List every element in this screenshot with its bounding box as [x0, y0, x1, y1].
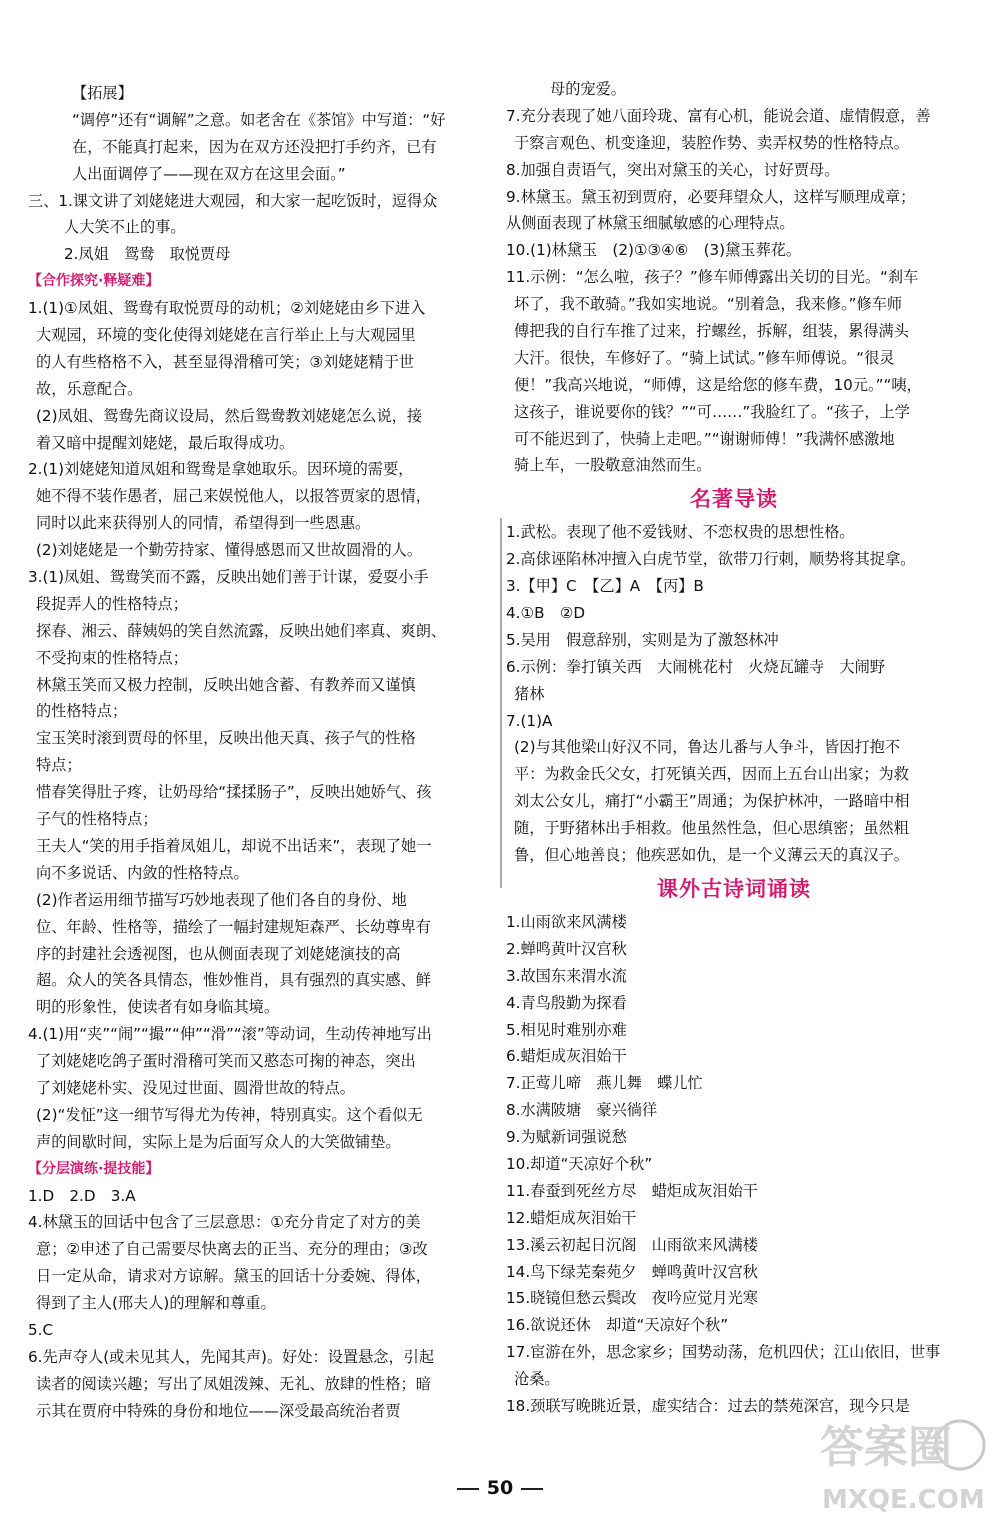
text-line: 9.林黛玉。黛玉初到贾府，必要拜望众人，这样写顺理成章； — [506, 187, 916, 206]
text-line: 6.蜡炬成灰泪始干 — [506, 1047, 627, 1066]
text-line: 明的形象性，使读者有如身临其境。 — [36, 998, 279, 1017]
text-line: 人出面调停了——现在双方在这里会面。” — [72, 164, 346, 183]
text-line: 可不能迟到了，快骑上走吧。”“谢谢师傅！”我满怀感激地 — [514, 429, 895, 448]
text-line: 探春、湘云、薛姨妈的笑自然流露，反映出她们率真、爽朗、 — [36, 621, 447, 640]
text-line: 14.鸟下绿芜秦苑夕 蝉鸣黄叶汉宫秋 — [506, 1262, 758, 1281]
text-line: 了刘姥姥朴实、没见过世面、圆滑世故的特点。 — [36, 1078, 355, 1097]
text-line: (2)“发怔”这一细节写得尤为传神，特别真实。这个看似无 — [36, 1105, 423, 1124]
text-line: 日一定从命，请求对方谅解。黛玉的回话十分委婉、得体， — [36, 1267, 431, 1286]
text-line: 12.蜡炬成灰泪始干 — [506, 1208, 637, 1227]
text-line: 了刘姥姥吃鸽子蛋时滑稽可笑而又憨态可掬的神态，突出 — [36, 1052, 416, 1071]
text-line: 5.吴用 假意辞别，实则是为了激怒林冲 — [506, 630, 779, 649]
right-column — [506, 76, 962, 1420]
section-heading: 【合作探究·释疑难】 — [28, 273, 160, 290]
section-title: 名著导读 — [690, 487, 778, 512]
text-line: (2)凤姐、鸳鸯先商议设局，然后鸳鸯教刘姥姥怎么说，接 — [36, 406, 423, 425]
text-line: 意；②申述了自己需要尽快离去的正当、充分的理由；③改 — [36, 1240, 428, 1259]
text-line: 超。众人的笑各具情态，惟妙惟肖，具有强烈的真实感、鲜 — [36, 971, 431, 990]
text-line: 7.正莺儿啼 燕儿舞 蝶儿忙 — [506, 1074, 703, 1093]
text-line: 于察言观色、机变逢迎，装腔作势、卖弄权势的性格特点。 — [514, 133, 909, 152]
text-line: 7.充分表现了她八面玲珑、富有心机，能说会道、虚情假意，善 — [506, 106, 931, 125]
text-line: 示其在贾府中特殊的身份和地位——深受最高统治者贾 — [36, 1401, 401, 1420]
text-line: 得到了主人(邢夫人)的理解和尊重。 — [36, 1294, 276, 1313]
watermark-logo — [800, 1400, 990, 1520]
text-line: 骑上车，一股敬意油然而生。 — [514, 456, 712, 475]
text-line: 三、1.课文讲了刘姥姥进大观园，和大家一起吃饭时，逗得众 — [28, 191, 438, 210]
text-line: 便！”我高兴地说，“师傅，这是给您的修车费，10元。”“咦， — [514, 375, 922, 394]
text-line: (2)作者运用细节描写巧妙地表现了他们各自的身份、地 — [36, 890, 407, 909]
text-line: 5.相见时难别亦难 — [506, 1020, 627, 1039]
text-line: 5.C — [28, 1320, 54, 1339]
left-column — [28, 80, 490, 1425]
text-line: 7.(1)A — [506, 711, 553, 730]
text-line: 8.加强自责语气，突出对黛玉的关心，讨好贾母。 — [506, 160, 840, 179]
text-line: 10.(1)林黛玉 (2)①③④⑥ (3)黛玉葬花。 — [506, 241, 802, 260]
text-line: 故，乐意配合。 — [36, 379, 143, 398]
text-line: 段捉弄人的性格特点； — [36, 594, 188, 613]
text-line: 1.武松。表现了他不爱钱财、不恋权贵的思想性格。 — [506, 523, 855, 542]
page-number-value: 50 — [486, 1477, 514, 1499]
text-line: 沧桑。 — [514, 1370, 560, 1389]
column-divider — [500, 518, 502, 888]
text-line: 1.D 2.D 3.A — [28, 1186, 136, 1205]
page-number-dash-left — [457, 1488, 479, 1490]
text-line: 这孩子，谁说要你的钱？”“可……”我脸红了。“孩子，上学 — [514, 402, 910, 421]
text-line: 2.(1)刘姥姥知道凤姐和鸳鸯是拿她取乐。因环境的需要， — [28, 460, 414, 479]
text-line: 鲁，但心地善良；他疾恶如仇，是一个义薄云天的真汉子。 — [514, 846, 909, 865]
text-line: 6.示例：拳打镇关西 大闹桃花村 火烧瓦罐寺 大闹野 — [506, 657, 885, 676]
text-line: 4.林黛玉的回话中包含了三层意思：①充分肯定了对方的美 — [28, 1213, 421, 1232]
text-line: 序的封建社会透视图，也从侧面表现了刘姥姥演技的高 — [36, 944, 401, 963]
text-line: 的人有些格格不入，甚至显得滑稽可笑；③刘姥姥精于世 — [36, 352, 415, 371]
text-line: (2)刘姥姥是一个勤劳持家、懂得感恩而又世故圆滑的人。 — [36, 541, 423, 560]
text-line: 3.故国东来渭水流 — [506, 966, 627, 985]
text-line: 18.颈联写晚眺近景，虚实结合：过去的禁苑深宫，现今只是 — [506, 1396, 910, 1415]
text-line: 宝玉笑时滚到贾母的怀里，反映出他天真、孩子气的性格 — [36, 729, 416, 748]
text-line: 傅把我的自行车推了过来，拧螺丝，拆解，组装，累得满头 — [514, 322, 909, 341]
text-line: 猪林 — [514, 684, 545, 703]
text-line: 11.春蚕到死丝方尽 蜡炬成灰泪始干 — [506, 1181, 758, 1200]
text-line: 着又暗中提醒刘姥姥，最后取得成功。 — [36, 433, 295, 452]
text-line: “调停”还有“调解”之意。如老舍在《茶馆》中写道：“好 — [72, 110, 446, 129]
text-line: 从侧面表现了林黛玉细腻敏感的心理特点。 — [506, 214, 795, 233]
text-line: 10.却道“天凉好个秋” — [506, 1154, 653, 1173]
page-number-dash-right — [521, 1488, 543, 1490]
text-line: 坏了，我不敢骑。”我如实地说。“别着急，我来修。”修车师 — [514, 295, 903, 314]
text-line: 6.先声夺人(或未见其人，先闻其声)。好处：设置悬念，引起 — [28, 1347, 435, 1366]
text-line: 2.凤姐 鸳鸯 取悦贾母 — [64, 245, 231, 264]
text-line: 4.(1)用“夹”“闹”“撮”“伸”“滑”“滚”等动词，生动传神地写出 — [28, 1025, 432, 1044]
text-line: 【拓展】 — [72, 84, 133, 102]
text-line: 15.晓镜但愁云鬓改 夜吟应觉月光寒 — [506, 1289, 758, 1308]
text-line: 3.(1)凤姐、鸳鸯笑而不露，反映出她们善于计谋，爱耍小手 — [28, 568, 429, 587]
text-line: (2)与其他梁山好汉不同，鲁达儿番与人争斗，皆因打抱不 — [514, 738, 901, 757]
text-line: 8.水满陂塘 豪兴徜徉 — [506, 1101, 658, 1120]
text-line: 声的间歇时间，实际上是为后面写众人的大笑做铺垫。 — [36, 1132, 401, 1151]
text-line: 9.为赋新词强说愁 — [506, 1128, 627, 1147]
text-line: 1.(1)①凤姐、鸳鸯有取悦贾母的动机；②刘姥姥由乡下进入 — [28, 299, 426, 318]
text-line: 人大笑不止的事。 — [64, 218, 186, 237]
watermark-main-text: 答案圈 — [820, 1422, 952, 1473]
text-line: 她不得不装作愚者，屈己来娱悦他人，以报答贾家的恩情， — [36, 487, 431, 506]
text-line: 16.欲说还休 却道“天凉好个秋” — [506, 1316, 729, 1335]
text-line: 向不多说话、内敛的性格特点。 — [36, 863, 249, 882]
text-line: 不受拘束的性格特点； — [36, 648, 188, 667]
text-line: 的性格特点； — [36, 702, 128, 721]
text-line: 4.①B ②D — [506, 604, 586, 623]
text-line: 位、年龄、性格等，描绘了一幅封建规矩森严、长幼尊卑有 — [36, 917, 431, 936]
text-line: 大观园，环境的变化使得刘姥姥在言行举止上与大观园里 — [36, 326, 416, 345]
text-line: 王夫人“笑的用手指着凤姐儿，却说不出话来”，表现了她一 — [36, 836, 432, 855]
text-line: 特点； — [36, 756, 82, 775]
text-line: 2.高俅诬陷林冲擅入白虎节堂，欲带刀行刺，顺势将其捉拿。 — [506, 550, 916, 569]
text-line: 同时以此来获得别人的同情，希望得到一些恩惠。 — [36, 514, 371, 533]
text-line: 13.溪云初起日沉阁 山雨欲来风满楼 — [506, 1235, 758, 1254]
text-line: 子气的性格特点； — [36, 810, 158, 829]
text-line: 2.蝉鸣黄叶汉宫秋 — [506, 939, 627, 958]
text-line: 随，于野猪林出手相救。他虽然性急，但心思缜密；虽然粗 — [514, 819, 909, 838]
watermark-sub-text: MXQE.COM — [822, 1485, 985, 1515]
text-line: 平：为救金氏父女，打死镇关西，因而上五台山出家；为救 — [514, 765, 909, 784]
text-line: 刘太公女儿，痛打“小霸王”周通；为保护林冲，一路暗中相 — [514, 792, 910, 811]
text-line: 3.【甲】C 【乙】A 【丙】B — [506, 577, 704, 596]
text-line: 在，不能真打起来，因为在双方还没把打手约齐，已有 — [72, 137, 437, 156]
text-line: 母的宠爱。 — [550, 80, 626, 98]
text-line: 11.示例：“怎么啦，孩子？”修车师傅露出关切的目光。“刹车 — [506, 268, 919, 287]
text-line: 1.山雨欲来风满楼 — [506, 912, 627, 931]
text-line: 惜春笑得肚子疼，让奶母给“揉揉肠子”，反映出她娇气、孩 — [36, 783, 432, 802]
text-line: 林黛玉笑而又极力控制，反映出她含蓄、有教养而又谨慎 — [36, 675, 416, 694]
text-line: 读者的阅读兴趣；写出了凤姐泼辣、无礼、放肆的性格；暗 — [36, 1374, 431, 1393]
text-line: 大汗。很快，车修好了。“骑上试试。”修车师傅说。“很灵 — [514, 348, 895, 367]
text-line: 17.宦游在外，思念家乡；国势动荡，危机四伏；江山依旧，世事 — [506, 1343, 941, 1362]
section-title: 课外古诗词诵读 — [657, 876, 811, 901]
section-heading: 【分层演练·提技能】 — [28, 1160, 160, 1177]
text-line: 4.青鸟殷勤为探看 — [506, 993, 627, 1012]
